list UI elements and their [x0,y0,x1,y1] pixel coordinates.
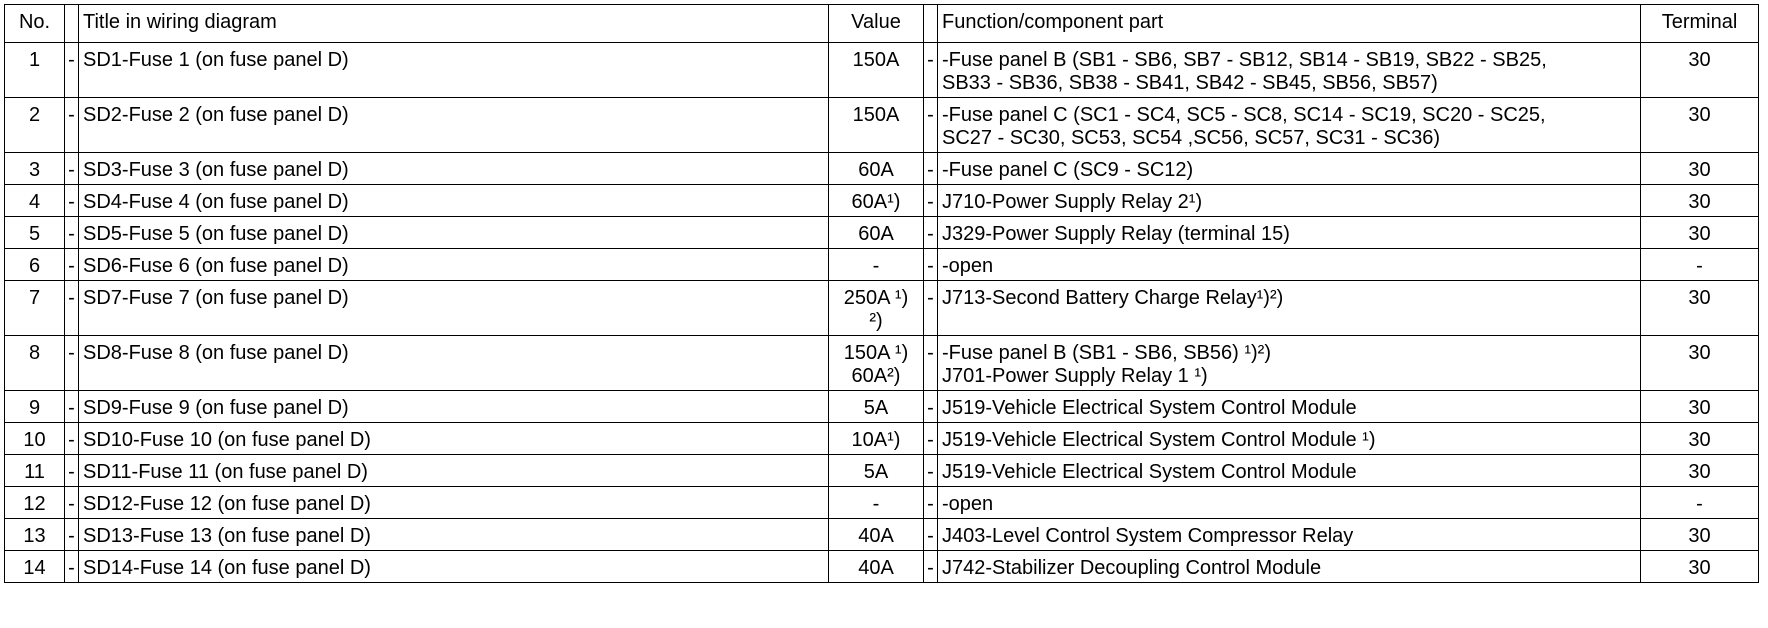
cell-dash: - [65,519,79,551]
cell-title: SD4-Fuse 4 (on fuse panel D) [79,185,829,217]
cell-no: 6 [5,249,65,281]
cell-function [938,519,1641,551]
cell-function-line: J742-Stabilizer Decoupling Control Module [942,557,1322,579]
cell-no: 12 [5,487,65,519]
cell-value-line: - [872,255,880,277]
cell-dash: - [924,391,938,423]
cell-title: SD2-Fuse 2 (on fuse panel D) [79,98,829,153]
table-row [5,153,1759,185]
cell-no: 2 [5,98,65,153]
table-body [5,43,1759,583]
cell-function-line: J710-Power Supply Relay 2¹) [942,191,1203,213]
cell-terminal: 30 [1641,281,1759,336]
cell-title: SD3-Fuse 3 (on fuse panel D) [79,153,829,185]
cell-value-line: 150A [852,104,900,126]
cell-function-line: J713-Second Battery Charge Relay¹)²) [942,287,1284,309]
cell-no: 8 [5,336,65,391]
cell-function-line: -Fuse panel B (SB1 - SB6, SB7 - SB12, SB14 - SB19, SB22 - SB25, [942,49,1547,71]
cell-value [829,487,924,519]
cell-value-line: 150A [852,49,900,71]
cell-value [829,391,924,423]
table-row [5,98,1759,153]
cell-value-line: 5A [863,461,889,483]
cell-function-line: J519-Vehicle Electrical System Control Module [942,461,1357,483]
cell-title: SD10-Fuse 10 (on fuse panel D) [79,423,829,455]
table-row [5,455,1759,487]
table-row [5,281,1759,336]
cell-function [938,487,1641,519]
cell-function [938,423,1641,455]
cell-terminal: - [1641,249,1759,281]
cell-dash: - [924,423,938,455]
table-row [5,519,1759,551]
cell-dash: - [924,185,938,217]
cell-value-line: 150A ¹) [843,342,909,364]
table-row [5,185,1759,217]
cell-function-line: J403-Level Control System Compressor Relay [942,525,1354,547]
cell-dash: - [65,391,79,423]
cell-terminal: 30 [1641,153,1759,185]
cell-value-line: 250A ¹) [843,287,909,309]
cell-dash: - [924,98,938,153]
table-row [5,487,1759,519]
fuse-table [4,4,1759,583]
cell-function-line: -Fuse panel B (SB1 - SB6, SB56) ¹)²) [942,342,1272,364]
header-row [5,5,1759,43]
table-row [5,423,1759,455]
cell-dash: - [924,336,938,391]
cell-value-line: 60A [858,223,894,245]
cell-value-line: 60A¹) [851,191,901,213]
cell-dash: - [924,551,938,583]
cell-no: 3 [5,153,65,185]
cell-function [938,153,1641,185]
header-spacer [924,5,938,43]
cell-dash: - [65,153,79,185]
cell-dash: - [65,185,79,217]
table-row [5,249,1759,281]
cell-function [938,185,1641,217]
cell-no: 9 [5,391,65,423]
cell-no: 11 [5,455,65,487]
table-row [5,43,1759,98]
cell-dash: - [65,336,79,391]
cell-terminal: 30 [1641,185,1759,217]
cell-function-line: -Fuse panel C (SC9 - SC12) [942,159,1194,181]
cell-title: SD8-Fuse 8 (on fuse panel D) [79,336,829,391]
cell-value [829,455,924,487]
cell-no: 7 [5,281,65,336]
cell-dash: - [65,249,79,281]
cell-dash: - [924,519,938,551]
cell-dash: - [65,43,79,98]
cell-title: SD5-Fuse 5 (on fuse panel D) [79,217,829,249]
cell-dash: - [65,217,79,249]
cell-dash: - [924,43,938,98]
cell-dash: - [924,249,938,281]
cell-value-line: 60A²) [851,365,901,387]
cell-function [938,455,1641,487]
cell-value [829,249,924,281]
cell-function [938,336,1641,391]
cell-terminal: 30 [1641,519,1759,551]
cell-value-line: ²) [869,310,883,332]
cell-function-line: -Fuse panel C (SC1 - SC4, SC5 - SC8, SC14 - SC19, SC20 - SC25, [942,104,1546,126]
cell-value [829,43,924,98]
cell-function [938,43,1641,98]
cell-function [938,281,1641,336]
cell-title: SD1-Fuse 1 (on fuse panel D) [79,43,829,98]
cell-value [829,98,924,153]
cell-title: SD6-Fuse 6 (on fuse panel D) [79,249,829,281]
cell-terminal: 30 [1641,217,1759,249]
cell-function-line: SB33 - SB36, SB38 - SB41, SB42 - SB45, SB56, SB57) [942,72,1438,94]
header-terminal: Terminal [1641,5,1759,43]
cell-title: SD14-Fuse 14 (on fuse panel D) [79,551,829,583]
cell-function-line: J519-Vehicle Electrical System Control Module [942,397,1357,419]
cell-title: SD12-Fuse 12 (on fuse panel D) [79,487,829,519]
cell-no: 14 [5,551,65,583]
cell-dash: - [924,217,938,249]
cell-value [829,153,924,185]
cell-function [938,98,1641,153]
cell-terminal: - [1641,487,1759,519]
cell-dash: - [924,455,938,487]
header-no: No. [5,5,65,43]
cell-dash: - [65,423,79,455]
cell-function [938,551,1641,583]
cell-no: 4 [5,185,65,217]
cell-dash: - [65,98,79,153]
cell-terminal: 30 [1641,551,1759,583]
cell-terminal: 30 [1641,336,1759,391]
cell-title: SD9-Fuse 9 (on fuse panel D) [79,391,829,423]
cell-value [829,519,924,551]
cell-function-line: -open [942,493,994,515]
cell-value-line: 40A [858,557,894,579]
cell-value-line: 10A¹) [851,429,901,451]
table-row [5,391,1759,423]
cell-dash: - [65,487,79,519]
cell-no: 13 [5,519,65,551]
cell-value-line: 40A [858,525,894,547]
cell-title: SD13-Fuse 13 (on fuse panel D) [79,519,829,551]
cell-terminal: 30 [1641,391,1759,423]
cell-dash: - [65,551,79,583]
cell-terminal: 30 [1641,43,1759,98]
cell-title: SD7-Fuse 7 (on fuse panel D) [79,281,829,336]
header-title: Title in wiring diagram [79,5,829,43]
cell-value-line: 60A [858,159,894,181]
cell-value-line: 5A [863,397,889,419]
cell-title: SD11-Fuse 11 (on fuse panel D) [79,455,829,487]
cell-function [938,249,1641,281]
cell-function [938,391,1641,423]
cell-terminal: 30 [1641,423,1759,455]
cell-function-line: J329-Power Supply Relay (terminal 15) [942,223,1290,245]
cell-dash: - [65,281,79,336]
cell-no: 10 [5,423,65,455]
cell-no: 1 [5,43,65,98]
cell-value [829,551,924,583]
cell-value [829,185,924,217]
cell-function-line: SC27 - SC30, SC53, SC54 ,SC56, SC57, SC31 - SC36) [942,127,1441,149]
cell-dash: - [924,153,938,185]
header-spacer [65,5,79,43]
header-value: Value [829,5,924,43]
cell-value [829,281,924,336]
cell-function [938,217,1641,249]
cell-function-line: J519-Vehicle Electrical System Control Module ¹) [942,429,1376,451]
cell-dash: - [65,455,79,487]
cell-value-line: - [872,493,880,515]
table-row [5,217,1759,249]
table-row [5,551,1759,583]
cell-value [829,217,924,249]
cell-dash: - [924,281,938,336]
cell-function-line: -open [942,255,994,277]
table-row [5,336,1759,391]
cell-value [829,423,924,455]
cell-terminal: 30 [1641,98,1759,153]
cell-value [829,336,924,391]
header-function: Function/component part [938,5,1641,43]
cell-no: 5 [5,217,65,249]
cell-terminal: 30 [1641,455,1759,487]
cell-function-line: J701-Power Supply Relay 1 ¹) [942,365,1208,387]
cell-dash: - [924,487,938,519]
